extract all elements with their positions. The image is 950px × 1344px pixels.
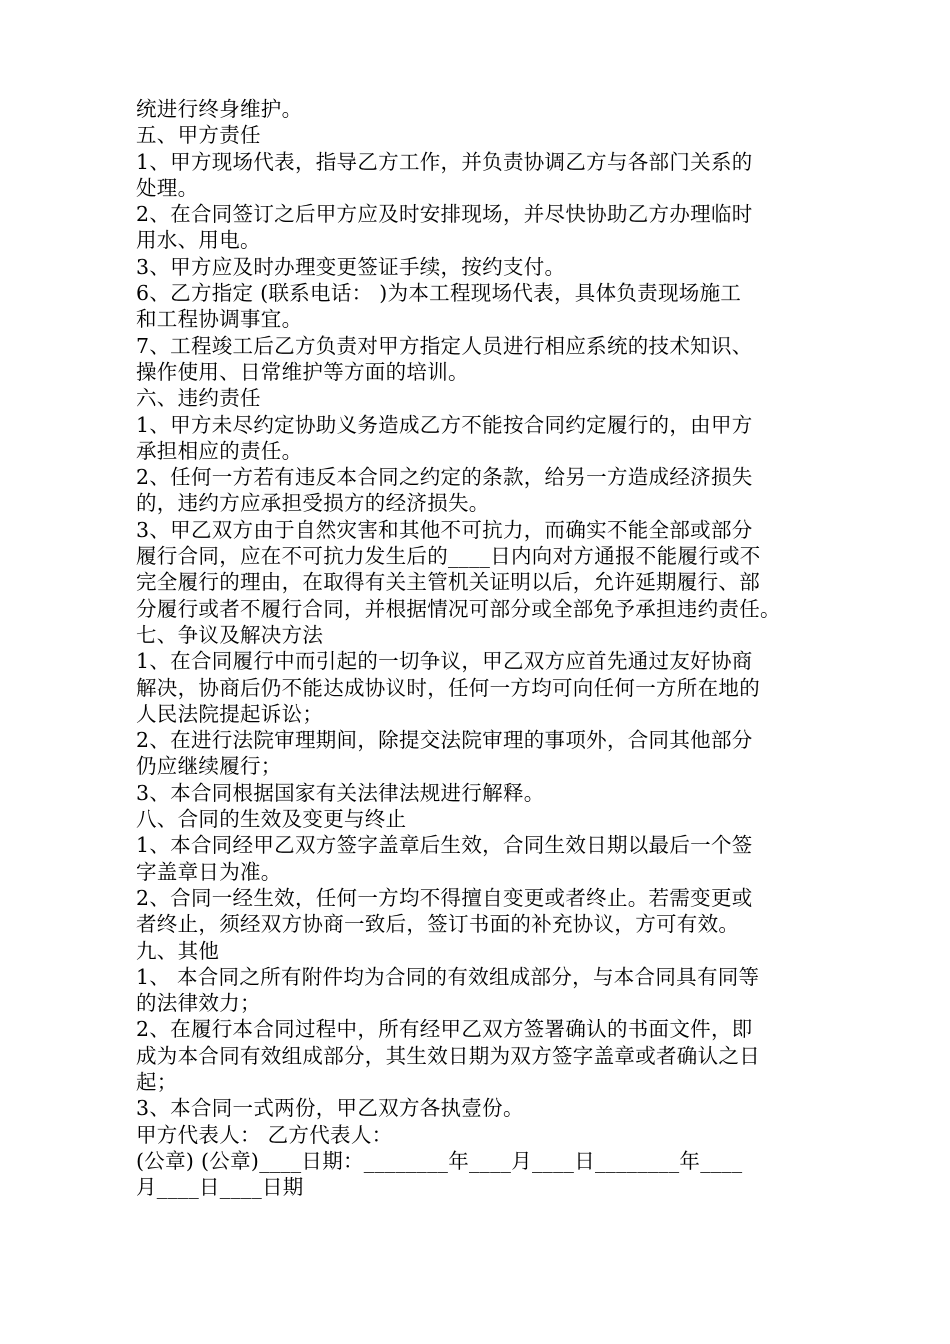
text-line: 用水、用电。 (136, 228, 261, 253)
text-line: 字盖章日为准。 (136, 859, 282, 884)
text-line: 3、本合同一式两份，甲乙双方各执壹份。 (136, 1096, 524, 1121)
text-line: 的，违约方应承担受损方的经济损失。 (136, 491, 490, 516)
text-line: 仍应继续履行； (136, 754, 282, 779)
section-heading: 九、其他 (136, 938, 220, 963)
text-line: 承担相应的责任。 (136, 438, 303, 463)
contract-page (136, 96, 820, 1200)
text-line: 解决，协商后仍不能达成协议时，任何一方均可向任何一方所在地的 (136, 675, 760, 700)
text-line: 分履行或者不履行合同，并根据情况可部分或全部免予承担违约责任。 (136, 596, 781, 621)
text-line: 操作使用、日常维护等方面的培训。 (136, 359, 469, 384)
text-line: 1、甲方现场代表，指导乙方工作，并负责协调乙方与各部门关系的 (136, 149, 753, 174)
text-line: 起； (136, 1069, 178, 1094)
text-line: 1、甲方未尽约定协助义务造成乙方不能按合同约定履行的，由甲方 (136, 412, 753, 437)
text-line: 人民法院提起诉讼； (136, 701, 324, 726)
text-line: 1、在合同履行中而引起的一切争议，甲乙双方应首先通过友好协商 (136, 649, 753, 674)
text-line: 2、在进行法院审理期间，除提交法院审理的事项外，合同其他部分 (136, 728, 753, 753)
text-line: 2、在履行本合同过程中，所有经甲乙双方签署确认的书面文件，即 (136, 1017, 753, 1042)
section-heading: 八、合同的生效及变更与终止 (136, 807, 407, 832)
text-line: 7、工程竣工后乙方负责对甲方指定人员进行相应系统的技术知识、 (136, 333, 753, 358)
text-line: 的法律效力； (136, 991, 261, 1016)
signature-representatives: 甲方代表人： 乙方代表人： (136, 1122, 393, 1147)
text-line: 2、任何一方若有违反本合同之约定的条款，给另一方造成经济损失 (136, 465, 753, 490)
text-line: 1、本合同经甲乙双方签字盖章后生效，合同生效日期以最后一个签 (136, 833, 753, 858)
text-line: 2、合同一经生效，任何一方均不得擅自变更或者终止。若需变更或 (136, 885, 753, 910)
section-heading: 五、甲方责任 (136, 123, 261, 148)
text-line: 履行合同，应在不可抗力发生后的____日内向对方通报不能履行或不 (136, 544, 761, 569)
text-line: 者终止，须经双方协商一致后，签订书面的补充协议，方可有效。 (136, 912, 740, 937)
section-heading: 六、违约责任 (136, 386, 261, 411)
text-line: 3、甲方应及时办理变更签证手续，按约支付。 (136, 254, 566, 279)
text-line: 1、 本合同之所有附件均为合同的有效组成部分，与本合同具有同等 (136, 964, 760, 989)
text-line: 3、甲乙双方由于自然灾害和其他不可抗力，而确实不能全部或部分 (136, 517, 753, 542)
signature-date-line: 月____日____日期 (136, 1175, 304, 1200)
text-line: 处理。 (136, 175, 199, 200)
text-line: 6、乙方指定 (联系电话： )为本工程现场代表，具体负责现场施工 (136, 281, 742, 306)
text-line: 统进行终身维护。 (136, 97, 303, 121)
signature-seal-date-line: (公章) (公章)____日期：________年____月____日________年____ (136, 1148, 743, 1173)
text-line: 2、在合同签订之后甲方应及时安排现场，并尽快协助乙方办理临时 (136, 202, 753, 227)
text-line: 和工程协调事宜。 (136, 307, 303, 332)
text-line: 成为本合同有效组成部分，其生效日期为双方签字盖章或者确认之日 (136, 1043, 760, 1068)
text-line: 完全履行的理由，在取得有关主管机关证明以后，允许延期履行、部 (136, 570, 760, 595)
text-line: 3、本合同根据国家有关法律法规进行解释。 (136, 780, 545, 805)
section-heading: 七、争议及解决方法 (136, 622, 324, 647)
